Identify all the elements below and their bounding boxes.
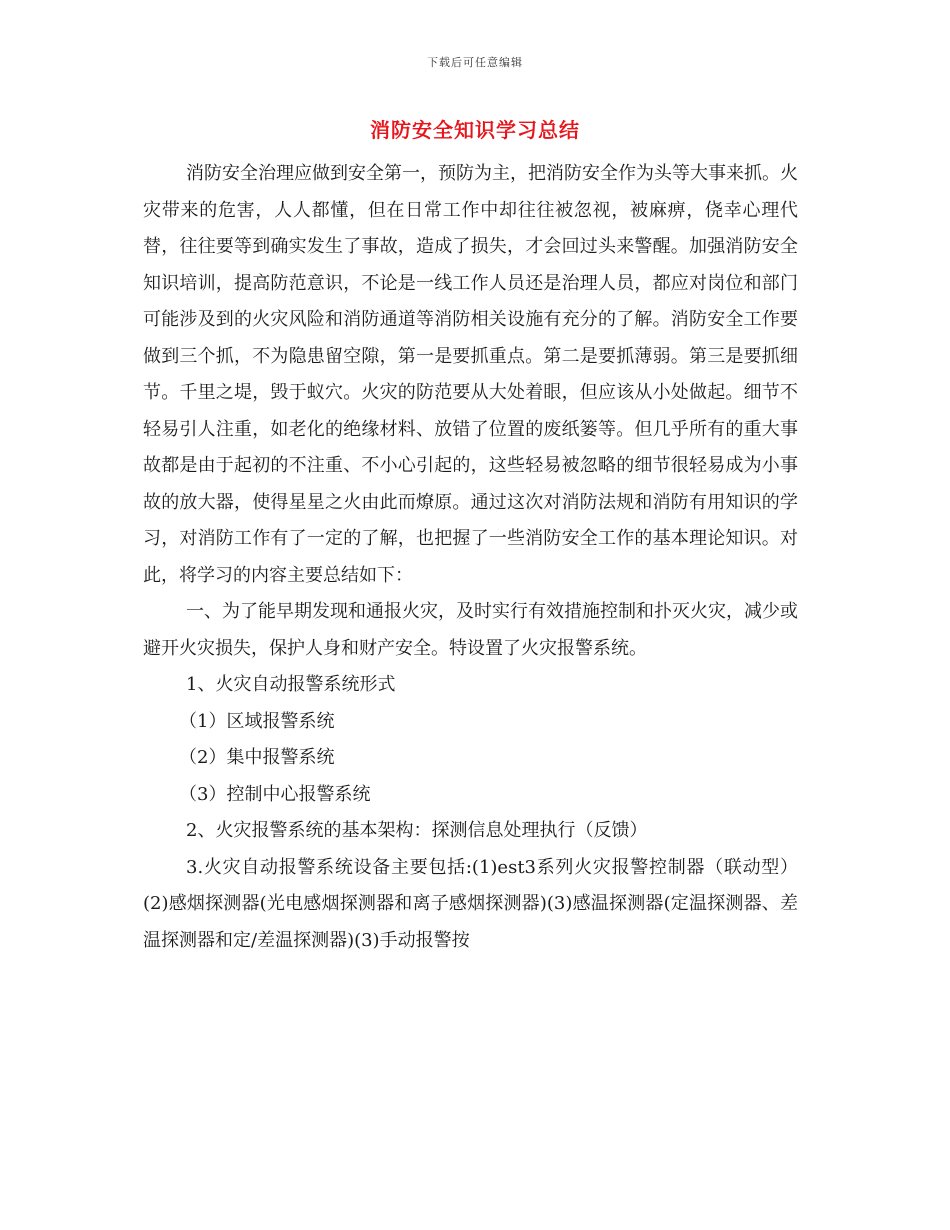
paragraph-system-architecture: 2、火灾报警系统的基本架构：探测信息处理执行（反馈） — [186, 820, 648, 841]
paragraph-section-one: 一、为了能早期发现和通报火灾，及时实行有效措施控制和扑灭火灾，减少或避开火灾损失，保护人身和财产安全。特设置了火灾报警系统。 — [143, 601, 798, 659]
list-item-central-alarm: （2）集中报警系统 — [179, 747, 335, 768]
page-header-note: 下载后可任意编辑 — [427, 56, 523, 69]
list-item-zone-alarm: （1）区域报警系统 — [179, 710, 335, 732]
paragraph-intro: 消防安全治理应做到安全第一，预防为主，把消防安全作为头等大事来抓。火灾带来的危害，人人都懂，但在日常工作中却往往被忽视，被麻痹，侥幸心理代替，往往要等到确实发生了事故，造成了损失，才会回过头来警醒。加强消防安全知识培训，提高防范意识，不论是一线工作人员还是治理人员，都应对岗位和部门可能涉及到的火灾风险和消防通道等消防相关设施有充分的了解。消防安全工作要做到三个抓，不为隐患留空隙，第一是要抓重点。第二是要抓薄弱。第三是要抓细节。千里之堤，毁于蚁穴。火灾的防范要从大处着眼，但应该从小处做起。细节不轻易引人注重，如老化的绝缘材料、放错了位置的废纸篓等。但几乎所有的重大事故都是由于起初的不注重、不小心引起的，这些轻易被忽略的细节很轻易成为小事故的放大器，使得星星之火由此而燎原。通过这次对消防法规和消防有用知识的学习，对消防工作有了一定的了解，也把握了一些消防安全工作的基本理论知识。对此，将学习的内容主要总结如下： — [143, 163, 798, 586]
document-body — [143, 156, 798, 959]
list-item-control-center-alarm: （3）控制中心报警系统 — [179, 783, 371, 805]
paragraph-system-equipment: 3.火灾自动报警系统设备主要包括:(1)est3系列火灾报警控制器（联动型）(2)感烟探测器(光电感烟探测器和离子感烟探测器)(3)感温探测器(定温探测器、差温探测器和定/差温探测器)(3)手动报警按 — [143, 856, 798, 951]
list-heading-alarm-forms: 1、火灾自动报警系统形式 — [186, 674, 396, 695]
document-title: 消防安全知识学习总结 — [370, 118, 580, 142]
